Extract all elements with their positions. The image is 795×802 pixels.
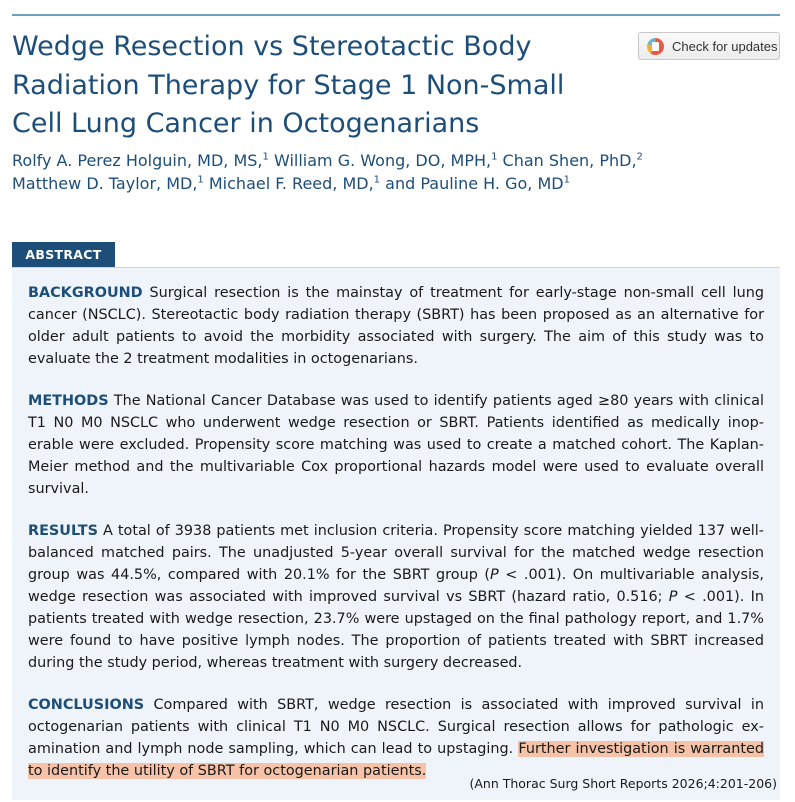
affiliation-mark: 1 (491, 151, 498, 163)
background-heading: BACKGROUND (28, 285, 143, 301)
author: Matthew D. Taylor, MD,$^1$ (12, 174, 204, 193)
affiliation-mark: 1 (262, 151, 269, 163)
article-title: Wedge Resection vs Stereotactic Body Radiation Therapy for Stage 1 Non-Small Cell Lung Cancer in Octogenarians (12, 31, 565, 139)
affiliation-mark: 2 (636, 151, 643, 163)
p-value-symbol: P (490, 567, 499, 583)
highlighted-text[interactable]: Further investigation is warranted to identify the utility of SBRT for octogenarian patients. (28, 741, 764, 779)
results-text: < .001). On multivariable analysis, wedge resection was associated with improved survival vs SBRT (hazard ratio, 0.516; (28, 567, 765, 605)
conclusions-text: Compared with SBRT, wedge resection is associated with improved survival in octogenarian patients with clinical T1 N0 M0 NSCLC. Surgical resection allows for pathologic ex-amination and lymph node sampling, which can lead to upstaging. (28, 697, 764, 757)
results-section (28, 520, 764, 674)
background-section (28, 282, 764, 370)
author: and Pauline H. Go, $MD^1$ (385, 174, 570, 193)
author: Rolfy A. Perez Holguin, MD, MS,$^1$ (12, 151, 269, 170)
p-value-symbol: P (668, 589, 678, 605)
results-text: A total of 3938 patients met inclusion criteria. Propensity score matching yielded 137 well-balanced matched pairs. The unadjusted 5-year overall survival for the matched wedge resection group was 44.5%, compared with 20.1% for the SBRT group ( (28, 523, 764, 583)
conclusions-heading: CONCLUSIONS (28, 697, 145, 713)
affiliation-mark: 1 (197, 174, 204, 186)
results-heading: RESULTS (28, 523, 98, 539)
background-text: Surgical resection is the mainstay of treatment for early-stage non-small cell lung cancer (NSCLC). Stereotactic body radiation therapy (SBRT) has been proposed as an alternative for older adult patients to avoid the morbidity associated with surgery. The aim of this study was to evaluate the 2 treatment modalities in octogenarians. (28, 285, 765, 367)
journal-citation: (Ann Thorac Surg Short Reports 2026;4:201-206) (469, 776, 777, 791)
results-text: < .001). In patients treated with wedge resection, 23.7% were upstaged on the final pathology report, and 1.7% were found to have positive lymph nodes. The proportion of patients treated with SBRT increased during the study period, whereas treatment with surgery decreased. (28, 589, 764, 671)
author-list (12, 149, 752, 195)
check-for-updates-button[interactable] (638, 32, 780, 60)
conclusions-section (28, 694, 764, 782)
top-rule (12, 14, 780, 16)
affiliation-mark: 1 (373, 174, 381, 186)
abstract-body (28, 282, 764, 802)
abstract-label: ABSTRACT (12, 242, 115, 267)
bookmark-update-icon (647, 38, 664, 55)
author: Michael F. Reed, MD,$^1$ (208, 174, 381, 193)
methods-section (28, 390, 764, 500)
check-for-updates-label: Check for updates (672, 38, 778, 54)
methods-heading: METHODS (28, 393, 109, 409)
affiliation-mark: 1 (563, 174, 570, 186)
author: William G. Wong, DO, MPH,$^1$ (273, 151, 498, 170)
author: Chan Shen, PhD,$^2$ (502, 151, 643, 170)
methods-text: The National Cancer Database was used to identify patients aged ≥80 years with clinical T1 N0 M0 NSCLC who underwent wedge resection or SBRT. Patients identified as medically inop-erable were excluded. Propensity score matching was used to create a matched cohort. The Kaplan-Meier method and the multivariable Cox proportional hazards model were used to evaluate overall survival. (28, 393, 764, 497)
